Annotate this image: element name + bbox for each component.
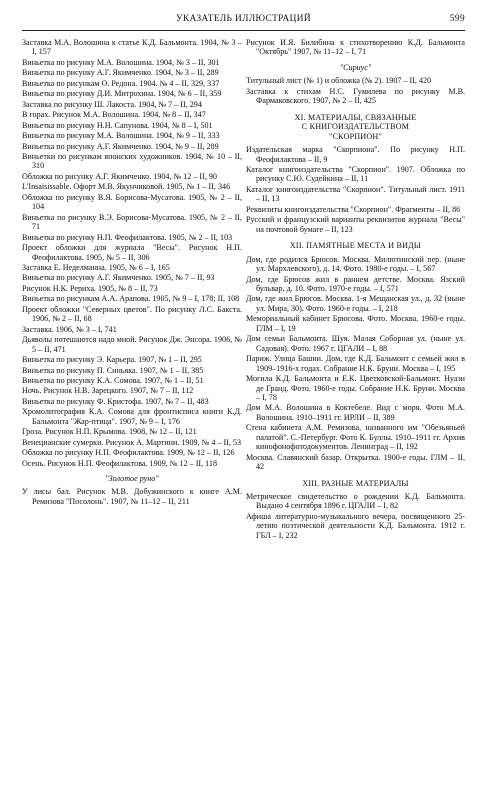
entry-list	[246, 145, 465, 234]
index-entry: Заставка М.А. Волошина к статье К.Д. Бальмонта. 1904, № 3 – I, 157	[22, 38, 242, 57]
entry-list	[246, 38, 465, 57]
index-entry: Виньетка по рисунку А.Г. Якимченко. 1905, № 7 – II, 93	[22, 273, 215, 283]
index-entry: Каталог книгоиздательства "Скорпион". Титульный лист. 1911 – II, 13	[246, 184, 465, 204]
page-number: 599	[449, 14, 465, 24]
header-rule	[22, 30, 465, 31]
entry-list	[246, 76, 465, 105]
index-entry: Виньетка по рисунку М.А. Волошина. 1904, № 9 – II, 333	[22, 131, 220, 141]
index-entry: Стена кабинета А.М. Ремизова, названного им "Обезьяньей палатой". С.-Петербург. Фото К. Буллы. 1910–1911 гг. Архив кинофонофотодокументов. Ленинград – II, 192	[246, 423, 465, 452]
subheading-zolotoe-runo: "Золотое руно"	[105, 474, 159, 484]
index-entry: Заставка. 1906, № 3 – I, 741	[22, 324, 117, 334]
index-entry: В горах. Рисунок М.А. Волошина. 1904, № 8 – II, 347	[22, 110, 206, 120]
index-entry: Обложка по рисунку Н.П. Феофилактова. 1909, № 12 – II, 126	[22, 448, 235, 458]
index-entry: Виньетки по рисункам японских художников. 1904, № 10 – II, 310	[22, 151, 242, 171]
index-entry: Гроза. Рисунок Н.П. Крымова. 1908, № 12 – II, 121	[22, 427, 197, 437]
running-header	[22, 14, 465, 28]
entry-list	[22, 487, 242, 506]
index-entry: Виньетка по рисункам А.А. Арапова. 1905, № 9 – I, 178; II, 108	[22, 294, 240, 304]
index-entry: Виньетка по рисунку П. Синьяка. 1907, № 1 – II, 385	[22, 365, 204, 375]
index-entry: Обложка по рисунку В.Я. Борисова-Мусатова. 1905, № 2 – II, 104	[22, 192, 242, 212]
index-entry: Дьяволы потешаются надо мной. Рисунок Дж. Энсора. 1906, № 5 – II, 471	[22, 335, 242, 354]
index-entry: Москва. Славянский базар. Открытка. 1900-е годы. ГЛМ – II, 42	[246, 452, 465, 472]
index-entry: Хромолитография К.А. Сомова для фронтисписа книги К.Д. Бальмонта "Жар-птица". 1907, № 9 – I, 176	[22, 407, 242, 426]
index-entry: Заставка к стихам Н.С. Гумилева по рисунку М.В. Фармаковского. 1907, № 2 – II, 425	[246, 86, 465, 106]
index-entry: Каталог книгоиздательства "Скорпион". 1907. Обложка по рисунку С.Ю. Судейкина – II, 11	[246, 164, 465, 184]
index-entry: Виньетка по рисунку Ф. Кристофа. 1907, № 7 – II, 483	[22, 396, 209, 406]
index-entry: Могила К.Д. Бальмонта и Е.К. Цветковской-Бальмонт. Нуази де Гранд. Фото. 1960-е годы. Собрание Н.К. Бруни. Москва – I, 78	[246, 374, 465, 402]
entry-list	[246, 255, 465, 472]
index-entry: Виньетка по рисунку В.Э. Борисова-Мусатова. 1905, № 2 – II, 71	[22, 212, 242, 232]
entry-list	[22, 38, 242, 468]
index-entry: Заставка по рисунку Ш. Лакоста. 1904, № 7 – II, 294	[22, 99, 202, 109]
index-entry: Венецианские сумерки. Рисунок А. Мартини. 1909, № 4 – II, 53	[22, 437, 242, 447]
index-entry: Дом М.А. Волошина в Коктебеле. Вид с моря. Фото М.А. Волошина. 1910–1911 гг. ИРЛИ – II, 389	[246, 403, 465, 422]
index-entry: Издательская марка "Скорпиона". По рисунку Н.П. Феофилактова – II, 9	[246, 145, 465, 164]
index-entry: Виньетка по рисунку А.Г. Якимченко. 1904, № 9 – II, 289	[22, 141, 219, 151]
section-heading-xii: XII. ПАМЯТНЫЕ МЕСТА И ВИДЫ	[289, 241, 422, 251]
index-entry: Осень. Рисунок Н.П. Феофилактова. 1909, № 12 – II, 118	[22, 458, 218, 468]
index-entry: Дом, где жил Брюсов. Москва. 1-я Мещанская ул., д. 32 (ныне ул. Мира, 30). Фото. 1960-е годы. – I, 218	[246, 294, 465, 313]
index-entry: Русский и французский варианты реквизитов журнала "Весы" на почтовой бумаге – II, 123	[246, 215, 465, 234]
index-entry: Рисунок И.Я. Билибина к стихотворению К.Д. Бальмонта "Октябрь" 1907, № 11–12 – I, 71	[246, 38, 465, 57]
index-entry: Виньетка по рисунку Н.Н. Сапунова. 1904, № 8 – I, 501	[22, 120, 213, 130]
right-column	[246, 38, 465, 541]
section-heading-xiii: XIII. РАЗНЫЕ МАТЕРИАЛЫ	[302, 478, 409, 488]
index-entry: Виньетка по рисунку М.А. Волошина. 1904, № 3 – II, 301	[22, 57, 220, 67]
index-entry: Метрическое свидетельство о рождении К.Д. Бальмонта. Выдано 4 сентября 1896 г. ЦГАЛИ – I, 82	[246, 492, 465, 511]
index-entry: Виньетка по рисунку Э. Карьера. 1907, № 1 – II, 295	[22, 355, 202, 365]
index-entry: Реквизиты книгоиздательства "Скорпион". Фрагменты – II, 86	[246, 204, 461, 214]
section-heading-line: С КНИГОИЗДАТЕЛЬСТВОМ	[301, 122, 410, 132]
index-entry: Виньетка по рисунку Н.П. Феофилактова. 1905, № 2 – II, 103	[22, 232, 233, 242]
index-entry: Обложка по рисунку А.Г. Якимченко. 1904, № 12 – II, 90	[22, 171, 217, 181]
index-entry: Титульный лист (№ 1) и обложка (№ 2). 1907 – II, 420	[246, 76, 432, 86]
index-entry: У лисы бал. Рисунок М.В. Добужинского к книге А.М. Ремизова "Посолонь". 1907, № 11–12 – II, 211	[22, 487, 242, 506]
index-entry: Дом, где Брюсов жил в раннем детстве. Москва. Язский бульвар, д. 10. Фото. 1970-е годы. – I, 571	[246, 274, 465, 293]
index-entry: Виньетка по рисункам О. Редона. 1904. № 4 – II, 329, 337	[22, 78, 220, 88]
index-entry: Париж. Улица Башни. Дом, где К.Д. Бальмонт с семьей жил в 1909–1916-х годах. Собрание Н.К. Бруни. Москва – I, 195	[246, 354, 465, 373]
index-entry: Виньетка по рисунку А.Г. Якимченко. 1904, № 3 – II, 289	[22, 68, 219, 78]
section-heading-xi	[246, 113, 465, 141]
index-entry: Проект обложки для журнала "Весы". Рисунок Н.П. Феофилактова. 1905, № 5 – II, 306	[22, 243, 242, 262]
running-title: УКАЗАТЕЛЬ ИЛЛЮСТРАЦИЙ	[175, 14, 312, 24]
index-entry: Рисунок Н.К. Рериха. 1905, № 8 – II, 73	[22, 283, 158, 293]
index-entry: Проект обложки "Северных цветов". По рисунку Л.С. Бакста. 1906, № 2 – II, 68	[22, 304, 242, 324]
subheading-sirius: "Сириус"	[339, 62, 372, 72]
index-entry: Дом семьи Бальмонта. Шуя. Малая Соборная ул. (ныне ул. Садовая). Фото. 1967 г. ЦГАЛИ – I, 88	[246, 334, 465, 353]
index-entry: Виньетка по рисунку Д.И. Митрохина. 1904, № 6 – II, 359	[22, 89, 222, 99]
left-column	[22, 38, 242, 507]
section-heading-line: XI. МАТЕРИАЛЫ, СВЯЗАННЫЕ	[294, 112, 417, 122]
section-heading-line: "СКОРПИОН"	[329, 131, 382, 141]
index-entry: Виньетка по рисунку К.А. Сомова. 1907, № 1 – II, 51	[22, 375, 204, 385]
index-entry: Дом, где родился Брюсов. Москва. Милютинский пер. (ныне ул. Мархлевского), д. 14. Фото. 1980-е годы. – I, 567	[246, 254, 465, 274]
index-entry: Ночь. Рисунок Н.В. Зарецкого. 1907, № 7 – II, 112	[22, 386, 194, 396]
index-entry: Заставка Е. Неделманна. 1905, № 6 – I, 165	[22, 262, 170, 272]
entry-list	[246, 492, 465, 540]
index-entry: Афиша литературно-музыкального вечера, посвященного 25-летию поэтической деятельности К.Д. Бальмонта. 1912 г. ГБЛ – I, 232	[246, 511, 465, 540]
index-entry: L'Insaisissable. Офорт М.В. Якунчиковой. 1905, № 1 – II, 346	[22, 182, 231, 192]
index-entry: Мемориальный кабинет Брюсова. Фото. Москва. 1960-е годы. ГЛМ – I, 19	[246, 314, 465, 333]
